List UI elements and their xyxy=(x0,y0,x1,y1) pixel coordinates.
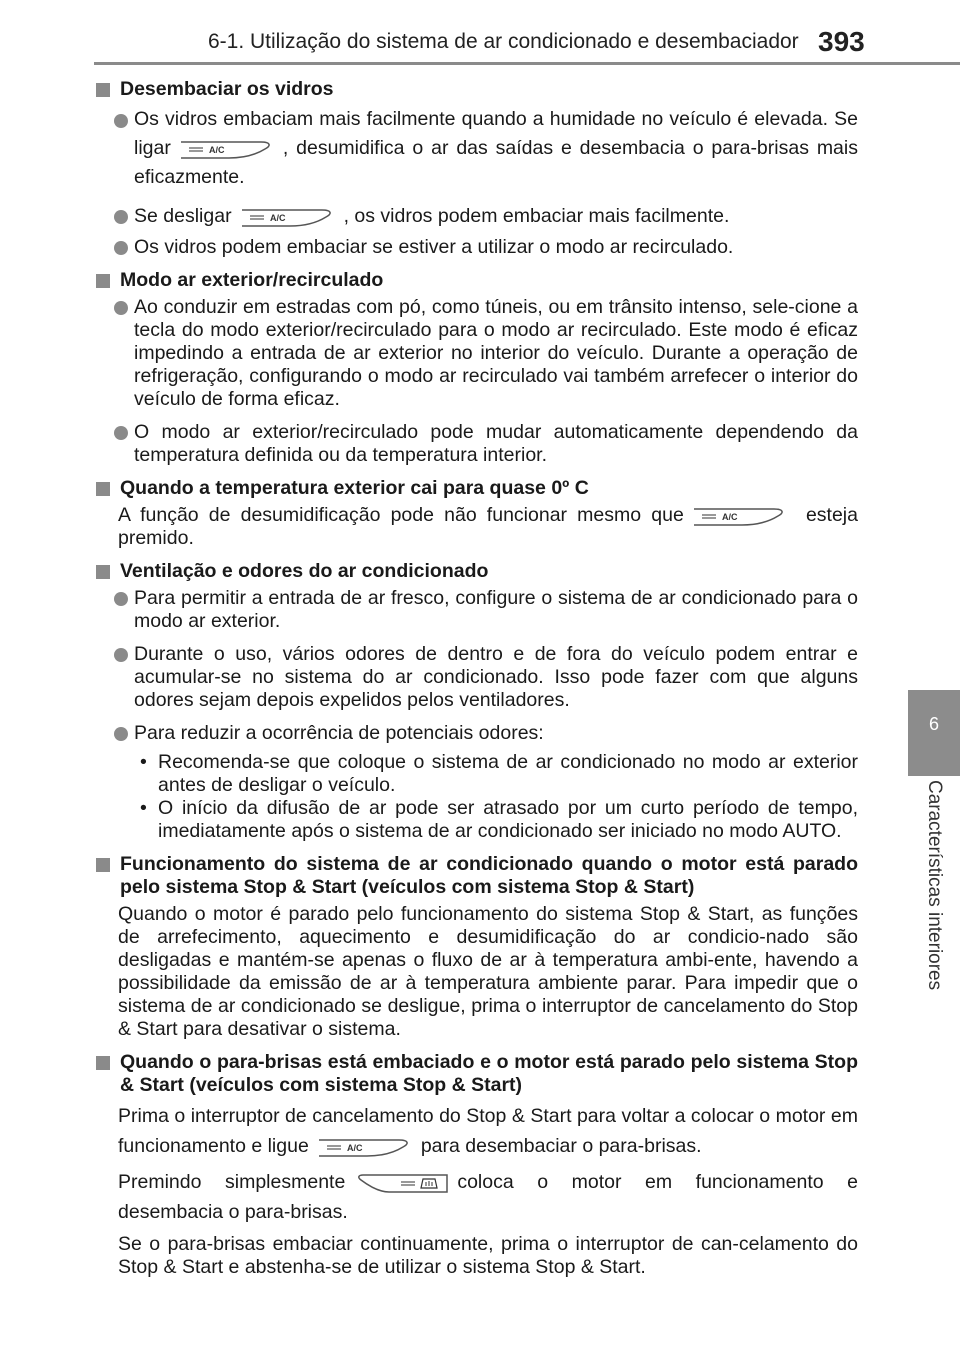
round-bullet-icon xyxy=(114,592,128,606)
item-text: , desumidifica o ar das saídas e desembacia o para-brisas mais eficazmente. xyxy=(134,137,858,188)
section-heading xyxy=(96,477,858,500)
section-title: Desembaciar os vidros xyxy=(120,78,334,100)
section-heading xyxy=(96,1051,858,1097)
item-text: Durante o uso, vários odores de dentro e de fora do veículo podem entrar e acumular-se no sistema do ar condicionado. Isso pode fazer com que alguns odores sejam depois expelidos pelos ventiladores. xyxy=(134,643,858,711)
svg-text:A/C: A/C xyxy=(208,144,225,155)
square-bullet-icon xyxy=(96,274,110,288)
chapter-label-text: Características interiores xyxy=(924,780,945,991)
round-bullet-icon xyxy=(114,114,128,128)
dot-bullet-icon: • xyxy=(140,751,147,773)
square-bullet-icon xyxy=(96,1056,110,1070)
paragraph-text: A função de desumidificação pode não funcionar mesmo que xyxy=(118,504,684,526)
item-text: O modo ar exterior/recirculado pode mudar automaticamente dependendo da temperatura definida ou da temperatura interior. xyxy=(134,421,858,466)
list-item xyxy=(96,105,858,192)
header-rule xyxy=(94,62,960,65)
paragraph xyxy=(96,504,858,550)
section-title: Quando o para-brisas está embaciado e o motor está parado pelo sistema Stop & Start (veículos com sistema Stop & Start) xyxy=(120,1051,858,1096)
round-bullet-icon xyxy=(114,727,128,741)
item-text: Para permitir a entrada de ar fresco, configure o sistema de ar condicionado para o modo ar exterior. xyxy=(134,587,858,632)
ac-button-icon xyxy=(240,206,336,228)
page-content xyxy=(96,78,858,1289)
list-item xyxy=(96,587,858,633)
item-text: , os vidros podem embaciar mais facilmente. xyxy=(343,205,730,227)
dot-bullet-icon: • xyxy=(140,797,147,819)
chapter-tab xyxy=(908,690,960,776)
ac-button-icon xyxy=(317,1136,413,1158)
section-title: Funcionamento do sistema de ar condicionado quando o motor está parado pelo sistema Stop & Start (veículos com sistema Stop & Start) xyxy=(120,853,858,898)
section-title: Ventilação e odores do ar condicionado xyxy=(120,560,489,582)
sub-list-item xyxy=(96,751,858,797)
item-text: Ao conduzir em estradas com pó, como túneis, ou em trânsito intenso, sele-cione a tecla do modo exterior/recirculado para o modo ar recirculado. Este modo é eficaz impedindo a entrada de ar exterior no interior do veículo. Durante a operação de refrigeração, configurando o modo ar recirculado vai também arrefecer o interior do veículo de forma eficaz. xyxy=(134,296,858,410)
sub-item-text: Recomenda-se que coloque o sistema de ar condicionado no modo ar exterior antes de desligar o veículo. xyxy=(158,751,858,796)
section-title: Quando a temperatura exterior cai para quase 0º C xyxy=(120,477,589,499)
ac-button-icon xyxy=(692,505,788,527)
section-heading xyxy=(96,560,858,583)
list-item xyxy=(96,296,858,411)
round-bullet-icon xyxy=(114,241,128,255)
list-item xyxy=(96,421,858,467)
section-heading xyxy=(96,853,858,899)
square-bullet-icon xyxy=(96,83,110,97)
paragraph-text: esteja premido. xyxy=(118,504,858,549)
paragraph-text: Premindo simplesmente xyxy=(118,1171,346,1193)
square-bullet-icon xyxy=(96,482,110,496)
header-title: 6-1. Utilização do sistema de ar condicionado e desembaciador xyxy=(208,30,799,53)
paragraph-text: coloca o motor em funcionamento e desembacia o para-brisas. xyxy=(118,1171,858,1223)
round-bullet-icon xyxy=(114,301,128,315)
round-bullet-icon xyxy=(114,210,128,224)
section-heading xyxy=(96,78,858,101)
list-item xyxy=(96,202,858,230)
section-title: Modo ar exterior/recirculado xyxy=(120,269,384,291)
item-text: Os vidros embaciam mais facilmente quando a humidade no veículo é elevada. Se ligar xyxy=(134,108,858,159)
item-text: Se desligar xyxy=(134,205,232,227)
paragraph-text: Se o para-brisas embaciar continuamente, prima o interruptor de can-celamento do Stop & Start e abstenha-se de utilizar o sistema Stop & Start. xyxy=(118,1233,858,1278)
square-bullet-icon xyxy=(96,565,110,579)
round-bullet-icon xyxy=(114,426,128,440)
ac-button-icon xyxy=(179,138,275,160)
item-text: Para reduzir a ocorrência de potenciais odores: xyxy=(134,722,544,744)
paragraph-text: Quando o motor é parado pelo funcionamento do sistema Stop & Start, as funções de arrefecimento, aquecimento e desumidificação do ar condicio-nado são desligadas e mantém-se apenas o fluxo de ar à temperatura ambi-ente, havendo a possibilidade da emissão de ar à temperatura ambiente parar. Para impedir que o sistema de ar condicionado se desligue, prima o interruptor de cancelamento do Stop & Start para desativar o sistema. xyxy=(118,903,858,1040)
paragraph xyxy=(96,903,858,1041)
paragraph xyxy=(96,1233,858,1279)
item-text: Os vidros podem embaciar se estiver a utilizar o modo ar recirculado. xyxy=(134,236,734,258)
list-item xyxy=(96,643,858,712)
svg-text:A/C: A/C xyxy=(346,1142,363,1153)
chapter-number: 6 xyxy=(928,714,939,734)
paragraph-text: Prima o interruptor de cancelamento do Stop & Start para voltar a colocar o motor em funcionamento e ligue xyxy=(118,1105,858,1157)
square-bullet-icon xyxy=(96,858,110,872)
page-header xyxy=(0,0,960,62)
paragraph-text: para desembaciar o para-brisas. xyxy=(420,1135,702,1157)
section-heading xyxy=(96,269,858,292)
paragraph xyxy=(96,1101,858,1161)
sub-list-item xyxy=(96,797,858,843)
list-item xyxy=(96,722,858,745)
svg-text:A/C: A/C xyxy=(721,511,738,522)
svg-text:A/C: A/C xyxy=(269,212,286,223)
defroster-button-icon xyxy=(353,1172,449,1194)
list-item xyxy=(96,236,858,259)
page-number: 393 xyxy=(818,26,865,57)
paragraph xyxy=(96,1167,858,1227)
sub-item-text: O início da difusão de ar pode ser atrasado por um curto período de tempo, imediatamente após o sistema de ar condicionado ser iniciado no modo AUTO. xyxy=(158,797,858,842)
round-bullet-icon xyxy=(114,648,128,662)
